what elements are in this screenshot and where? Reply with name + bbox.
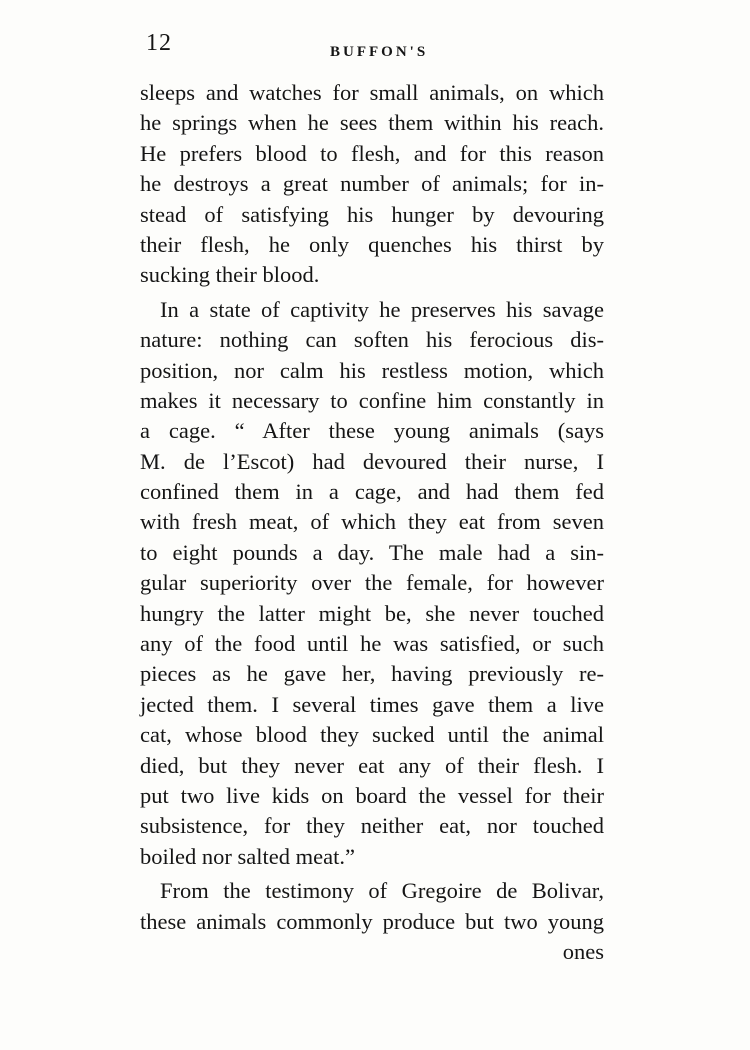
text-line: pieces as he gave her, having previously re- — [140, 661, 604, 687]
text-line: subsistence, for they neither eat, nor touched — [140, 813, 604, 839]
text-line: confined them in a cage, and had them fed — [140, 479, 604, 505]
text-line: to eight pounds a day. The male had a sin- — [140, 539, 604, 565]
text-line: From the testimony of Gregoire de Bolivar, — [160, 878, 604, 904]
text-line: makes it necessary to confine him constantly in — [140, 387, 604, 413]
text-line: He prefers blood to flesh, and for this reason — [140, 140, 604, 166]
text-line: these animals commonly produce but two young — [140, 908, 604, 934]
text-line: he springs when he sees them within his reach. — [140, 110, 604, 136]
page-number: 12 — [146, 30, 172, 56]
running-head: BUFFON'S — [330, 44, 429, 60]
text-line: jected them. I several times gave them a live — [140, 691, 604, 717]
text-line: their flesh, he only quenches his thirst by — [140, 231, 604, 257]
text-line: sleeps and watches for small animals, on which — [140, 80, 604, 105]
text-line: sucking their blood. — [140, 262, 320, 288]
text-line: M. de l’Escot) had devoured their nurse, I — [140, 448, 604, 474]
body-text — [140, 78, 604, 967]
text-line: died, but they never eat any of their flesh. I — [140, 752, 604, 778]
text-line: boiled nor salted meat.” — [140, 843, 355, 869]
paragraph — [140, 295, 604, 872]
paragraph — [140, 78, 604, 291]
text-line: cat, whose blood they sucked until the animal — [140, 722, 604, 748]
text-line: he destroys a great number of animals; for in- — [140, 171, 604, 197]
text-line: with fresh meat, of which they eat from seven — [140, 509, 604, 535]
text-line: a cage. “ After these young animals (says — [140, 418, 604, 444]
text-line: nature: nothing can soften his ferocious dis- — [140, 327, 604, 353]
text-line: gular superiority over the female, for however — [140, 570, 604, 596]
text-line: hungry the latter might be, she never touched — [140, 600, 604, 626]
text-line: any of the food until he was satisfied, or such — [140, 631, 604, 657]
text-line: put two live kids on board the vessel for their — [140, 782, 604, 808]
text-line: stead of satisfying his hunger by devouring — [140, 201, 604, 227]
catchword: ones — [562, 938, 604, 964]
text-line: position, nor calm his restless motion, which — [140, 357, 604, 383]
paragraph — [140, 876, 604, 937]
text-line: In a state of captivity he preserves his savage — [160, 296, 604, 322]
